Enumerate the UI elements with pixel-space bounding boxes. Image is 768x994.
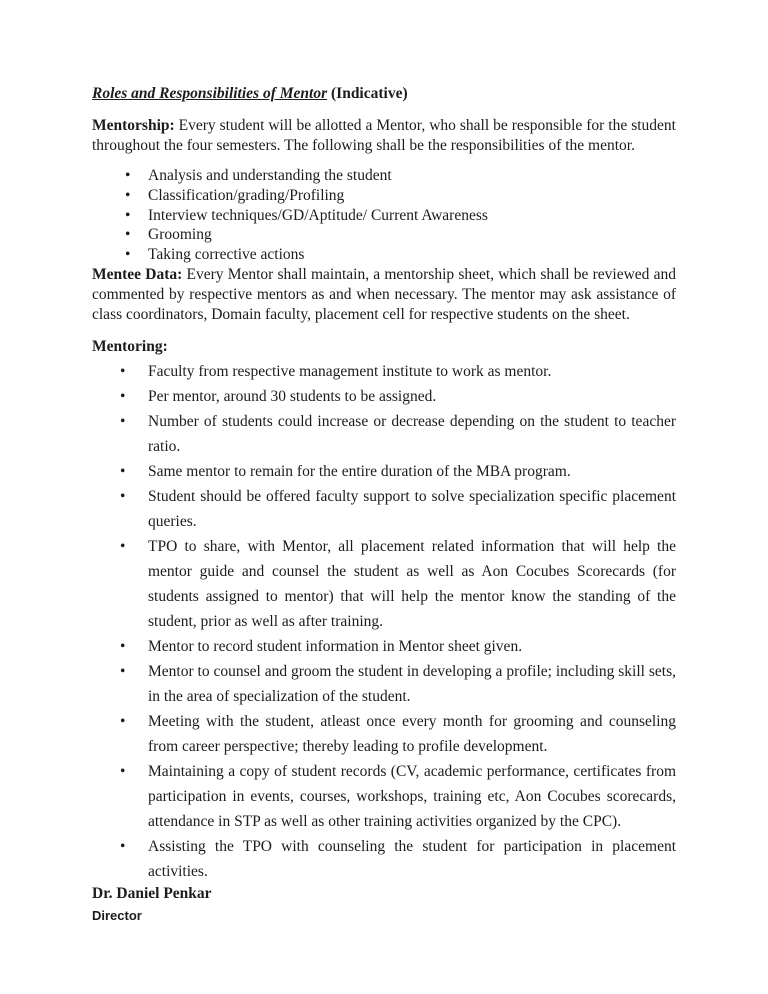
mentee-data-text: Every Mentor shall maintain, a mentorship sheet, which shall be reviewed and commented by respective mentors as and when necessary. The mentor may ask assistance of class coordinators, Domain faculty, placement cell for respective students on the sheet. xyxy=(92,265,676,323)
responsibilities-list xyxy=(92,166,676,265)
list-item: • Maintaining a copy of student records (CV, academic performance, certificates from participation in events, courses, workshops, training etc, Aon Cocubes scorecards, attendance in STP as well as other training activities organized by the CPC). xyxy=(148,759,676,834)
document-title-underlined: Roles and Responsibilities of Mentor xyxy=(92,85,328,102)
list-item: • Grooming xyxy=(148,225,676,245)
mentee-data-paragraph xyxy=(92,265,676,325)
list-item: • Mentor to record student information in Mentor sheet given. xyxy=(148,634,676,659)
mentorship-text: Every student will be allotted a Mentor, who shall be responsible for the student throughout the four semesters. The following shall be the responsibilities of the mentor. xyxy=(92,117,676,154)
list-item: • Meeting with the student, atleast once every month for grooming and counseling from career perspective; thereby leading to profile development. xyxy=(148,709,676,759)
list-item: • Faculty from respective management institute to work as mentor. xyxy=(148,359,676,384)
list-item: • Analysis and understanding the student xyxy=(148,166,676,186)
list-item: • Student should be offered faculty support to solve specialization specific placement queries. xyxy=(148,484,676,534)
list-item: • Interview techniques/GD/Aptitude/ Current Awareness xyxy=(148,206,676,226)
list-item: • TPO to share, with Mentor, all placement related information that will help the mentor guide and counsel the student as well as Aon Cocubes Scorecards (for students assigned to mentor) that will help the mentor know the standing of the student, prior as well as after training. xyxy=(148,534,676,634)
document-title xyxy=(92,84,676,103)
mentee-data-label: Mentee Data: xyxy=(92,265,183,283)
list-item: • Assisting the TPO with counseling the student for participation in placement activities. xyxy=(148,834,676,884)
list-item: • Classification/grading/Profiling xyxy=(148,186,676,206)
mentorship-paragraph xyxy=(92,116,676,156)
mentoring-list xyxy=(92,359,676,884)
signature-title: Director xyxy=(92,907,142,923)
mentoring-heading: Mentoring: xyxy=(92,337,168,355)
list-item: • Per mentor, around 30 students to be assigned. xyxy=(148,384,676,409)
document-title-suffix: (Indicative) xyxy=(331,85,408,102)
list-item: • Mentor to counsel and groom the student in developing a profile; including skill sets, in the area of specialization of the student. xyxy=(148,659,676,709)
signature-name: Dr. Daniel Penkar xyxy=(92,884,212,902)
list-item: • Same mentor to remain for the entire duration of the MBA program. xyxy=(148,459,676,484)
list-item: • Taking corrective actions xyxy=(148,245,676,265)
mentorship-label: Mentorship: xyxy=(92,117,175,134)
list-item: • Number of students could increase or decrease depending on the student to teacher ratio. xyxy=(148,409,676,459)
